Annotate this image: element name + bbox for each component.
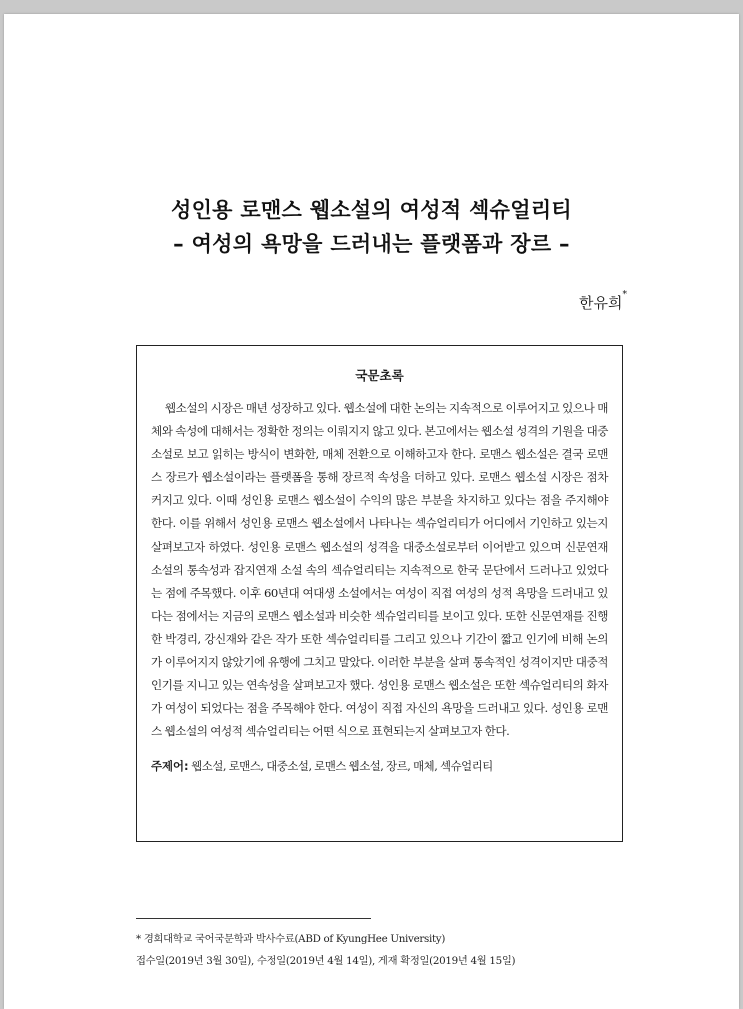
keywords-line [151, 758, 608, 774]
author-name-text: 한유희 [579, 294, 623, 312]
abstract-body: 웹소설의 시장은 매년 성장하고 있다. 웹소설에 대한 논의는 지속적으로 이루어지고 있으나 매체와 속성에 대해서는 정확한 정의는 이뤄지지 않고 있다. 본고에서는 웹소설 성격의 기원을 대중소설로 보고 읽히는 방식이 변화한, 매체 전환으로 이해하고자 한다. 로맨스 웹소설은 결국 로맨스 장르가 웹소설이라는 플랫폼을 통해 장르적 속성을 더하고 있다. 로맨스 웹소설 시장은 점차 커지고 있다. 이때 성인용 로맨스 웹소설이 수익의 많은 부분을 차지하고 있다는 점을 주지해야 한다. 이를 위해서 성인용 로맨스 웹소설에서 나타나는 섹슈얼리티가 어디에서 기인하고 있는지 살펴보고자 하였다. 성인용 로맨스 웹소설의 성격을 대중소설로부터 이어받고 있으며 신문연재소설의 통속성과 잡지연재 소설 속의 섹슈얼리티는 지속적으로 한국 문단에서 드러나고 있었다는 점에 주목했다. 이후 60년대 여대생 소설에서는 여성이 직접 여성의 성적 욕망을 드러내고 있다는 점에서는 지금의 로맨스 웹소설과 비슷한 섹슈얼리티를 보이고 있다. 또한 신문연재를 진행한 박경리, 강신재와 같은 작가 또한 섹슈얼리티를 그리고 있으나 기간이 짧고 인기에 비해 논의가 이루어지지 않았기에 유행에 그치고 말았다. 이러한 부분을 살펴 통속적인 성격이지만 대중적 인기를 지니고 있는 연속성을 살펴보고자 했다. 성인용 로맨스 웹소설은 또한 섹슈얼리티의 화자가 여성이 되었다는 점을 주목해야 한다. 여성이 직접 자신의 욕망을 드러내고 있다. 성인용 로맨스 웹소설의 여성적 섹슈얼리티는 어떤 식으로 표현되는지 살펴보고자 한다. [151, 401, 608, 739]
author-name [579, 292, 627, 313]
paper-title: 성인용 로맨스 웹소설의 여성적 섹슈얼리티 [171, 198, 572, 222]
author-footnote-mark: * [622, 290, 627, 300]
document-page [4, 14, 739, 1009]
footnote-dates: 접수일(2019년 3월 30일), 수정일(2019년 4월 14일), 게재 확정일(2019년 4월 15일) [136, 955, 516, 967]
keywords-label: 주제어: [151, 759, 189, 774]
abstract-heading: 국문초록 [355, 368, 404, 383]
paper-subtitle: – 여성의 욕망을 드러내는 플랫폼과 장르 – [173, 232, 570, 256]
footnote-affiliation: * 경희대학교 국어국문학과 박사수료(ABD of KyungHee University) [136, 933, 446, 945]
footnote-divider [136, 918, 371, 919]
keywords-list: 웹소설, 로맨스, 대중소설, 로맨스 웹소설, 장르, 매체, 섹슈얼리티 [191, 759, 493, 774]
abstract-box [136, 345, 623, 842]
